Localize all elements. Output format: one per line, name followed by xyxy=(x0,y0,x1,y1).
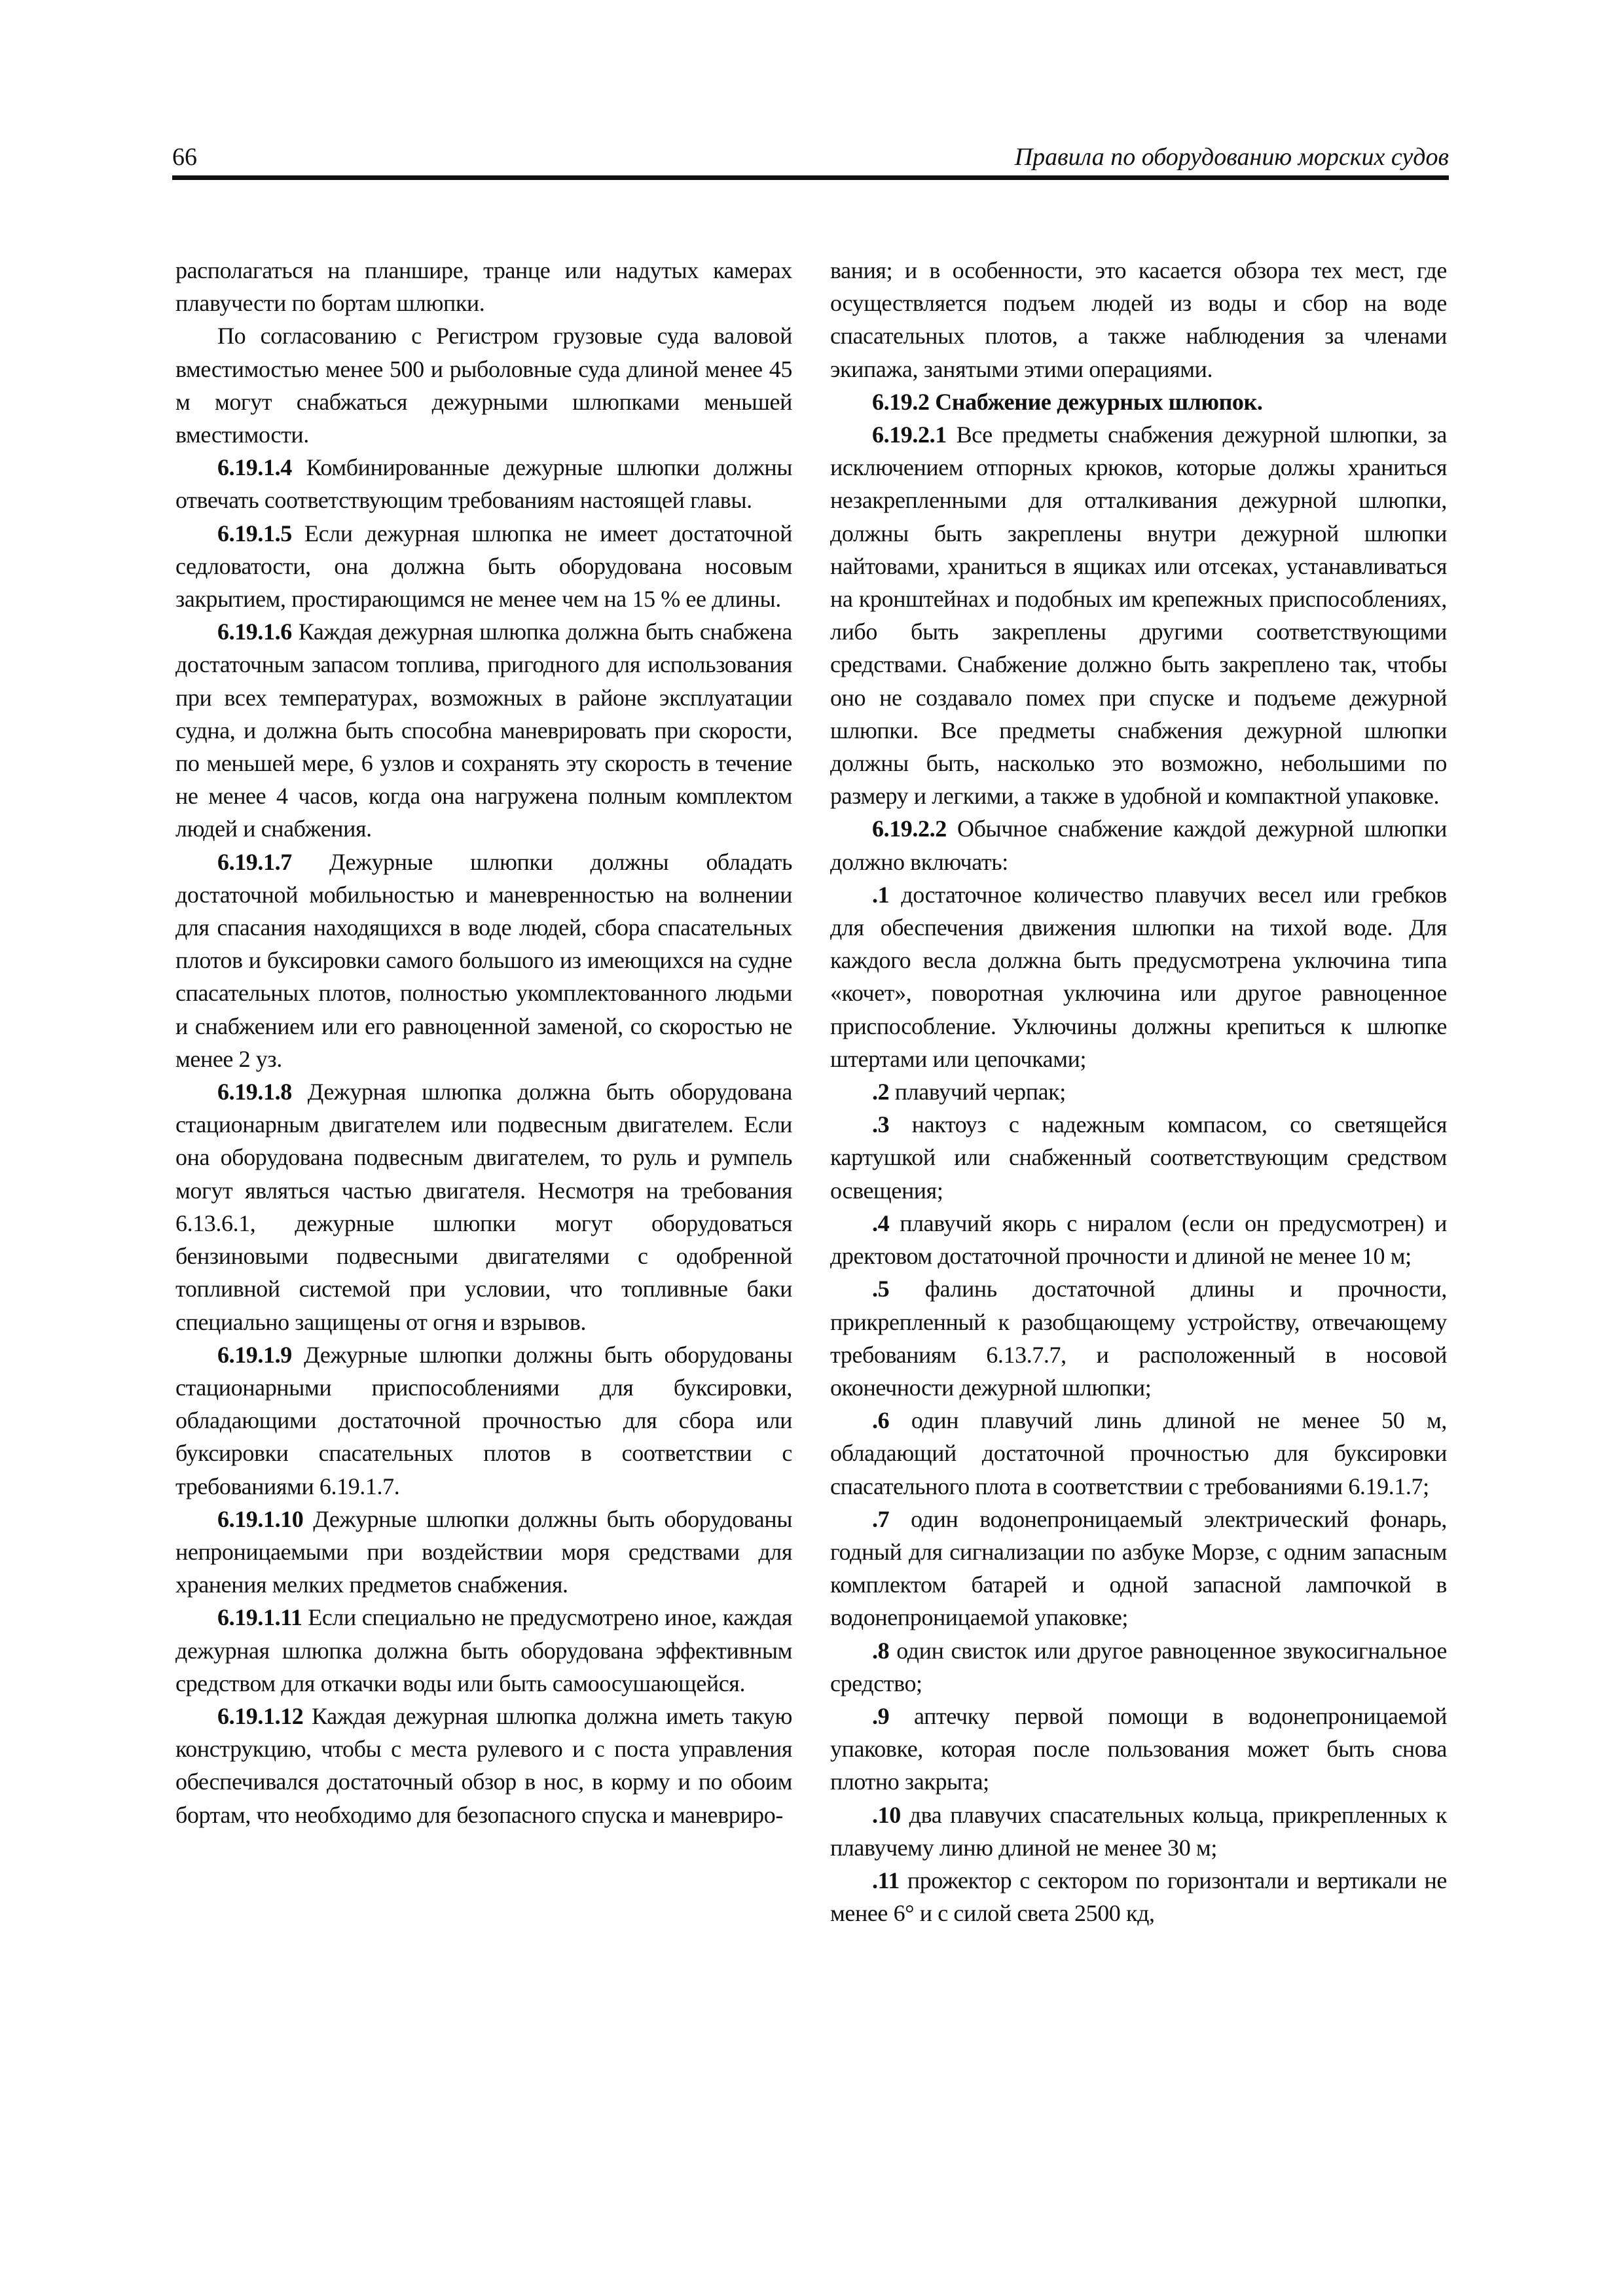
clause-number: 6.19.1.6 xyxy=(217,619,292,645)
paragraph xyxy=(175,1075,792,1338)
clause-number: 6.19.1.12 xyxy=(217,1702,304,1729)
clause-text: Если специально не предусмотрено иное, каждая дежурная шлюпка должна быть оборудована эффективным средством для откачки воды или быть самоосушающейся. xyxy=(175,1604,792,1696)
clause-number: 6.19.1.10 xyxy=(217,1505,304,1532)
clause-text: два плавучих спасательных кольца, прикрепленных к плавучему линю длиной не менее 30 м; xyxy=(830,1801,1447,1861)
running-title: Правила по оборудованию морских судов xyxy=(1014,143,1449,171)
clause-number: 6.19.1.8 xyxy=(217,1079,292,1105)
clause-number: .1 xyxy=(872,881,890,908)
paragraph xyxy=(830,1799,1447,1864)
clause-text: Каждая дежурная шлюпка должна иметь такую конструкцию, чтобы с места рулевого и с поста управления обеспечивался достаточный обзор в нос, в корму и по обоим бортам, что необходимо для безопасного спуска и маневриро- xyxy=(175,1702,792,1828)
clause-number: .5 xyxy=(872,1276,890,1302)
clause-text: Комбинированные дежурные шлюпки должны отвечать соответствующим требованиям настоящей главы. xyxy=(175,454,792,514)
header-rule xyxy=(172,175,1449,180)
clause-number: .11 xyxy=(872,1867,900,1893)
paragraph xyxy=(830,1272,1447,1404)
paragraph xyxy=(830,1700,1447,1799)
clause-text: достаточное количество плавучих весел или гребков для обеспечения движения шлюпки на тихой воде. Для каждого весла должна быть предусмотрена уключина типа «кочет», поворотная уключина или другое равноценное приспособление. Уключины должны крепиться к шлюпке штертами или цепочками; xyxy=(830,881,1447,1072)
clause-number: .2 xyxy=(872,1079,890,1105)
paragraph xyxy=(175,254,792,319)
clause-text: один плавучий линь длиной не менее 50 м, обладающий достаточной прочностью для буксировки спасательного плота в соответствии с требованиями 6.19.1.7; xyxy=(830,1407,1447,1499)
clause-number: 6.19.2.2 xyxy=(872,816,947,842)
clause-text: плавучий якорь с ниралом (если он предусмотрен) и дректовом достаточной прочности и длиной не менее 10 м; xyxy=(830,1210,1447,1270)
paragraph xyxy=(830,1207,1447,1272)
clause-text: один свисток или другое равноценное звукосигнальное средство; xyxy=(830,1637,1447,1696)
paragraph xyxy=(175,1338,792,1503)
left-column xyxy=(175,254,792,1831)
clause-text: фалинь достаточной длины и прочности, прикрепленный к разобщающему устройству, отвечающему требованиям 6.13.7.7, и расположенный в носовой оконечности дежурной шлюпки; xyxy=(830,1276,1447,1401)
clause-text: Дежурные шлюпки должны быть оборудованы непроницаемыми при воздействии моря средствами для хранения мелких предметов снабжения. xyxy=(175,1505,792,1598)
clause-text: Все предметы снабжения дежурной шлюпки, за исключением отпорных крюков, которые должы храниться незакрепленными для отталкивания дежурной шлюпки, должны быть закреплены внутри дежурной шлюпки найтовами, храниться в ящиках или отсеках, устанавливаться на кронштейнах и подобных им крепежных приспособлениях, либо быть закреплены другими соответствующими средствами. Снабжение должно быть закреплено так, чтобы оно не создавало помех при спуске и подъеме дежурной шлюпки. Все предметы снабжения дежурной шлюпки должны быть, насколько это возможно, небольшими по размеру и легкими, а также в удобной и компактной упаковке. xyxy=(830,422,1447,810)
clause-text: плавучий черпак; xyxy=(889,1079,1066,1105)
clause-number: .7 xyxy=(872,1505,890,1532)
paragraph xyxy=(830,1864,1447,1929)
clause-text: один водонепроницаемый электрический фонарь, годный для сигнализации по азбуке Морзе, с одним запасным комплектом батарей и одной запасной лампочкой в водонепроницаемой упаковке; xyxy=(830,1505,1447,1631)
paragraph xyxy=(830,254,1447,386)
paragraph xyxy=(175,1503,792,1602)
clause-number: 6.19.1.9 xyxy=(217,1341,292,1368)
clause-number: .8 xyxy=(872,1637,890,1664)
clause-number: .4 xyxy=(872,1210,890,1236)
page-header xyxy=(172,139,1449,178)
paragraph xyxy=(175,615,792,845)
clause-number: 6.19.1.4 xyxy=(217,454,292,481)
right-column xyxy=(830,254,1447,1929)
clause-text: Дежурные шлюпки должны обладать достаточной мобильностью и маневренностью на волнении для спасания находящихся в воде людей, сбора спасательных плотов и буксировки самого большого из имеющихся на судне спасательных плотов, полностью укомплектованного людьми и снабжением или его равноценной заменой, со скоростью не менее 2 уз. xyxy=(175,848,792,1072)
paragraph xyxy=(830,1075,1447,1108)
clause-number: .6 xyxy=(872,1407,890,1434)
clause-number: 6.19.2 Снабжение дежурных шлюпок. xyxy=(872,388,1263,415)
paragraph xyxy=(175,1700,792,1831)
paragraph xyxy=(830,1404,1447,1503)
paragraph xyxy=(175,319,792,451)
paragraph xyxy=(830,1634,1447,1700)
paragraph xyxy=(175,517,792,616)
clause-number: 6.19.2.1 xyxy=(872,422,947,448)
clause-text: аптечку первой помощи в водонепроницаемой упаковке, которая после пользования может быть снова плотно закрыта; xyxy=(830,1702,1447,1795)
paragraph xyxy=(830,418,1447,812)
clause-number: .9 xyxy=(872,1702,890,1729)
clause-text: Каждая дежурная шлюпка должна быть снабжена достаточным запасом топлива, пригодного для использования при всех температурах, возможных в районе эксплуатации судна, и должна быть способна маневрировать при скорости, по меньшей мере, 6 узлов и сохранять эту скорость в течение не менее 4 часов, когда она нагружена полным комплектом людей и снабжения. xyxy=(175,619,792,842)
clause-text: Обычное снабжение каждой дежурной шлюпки должно включать: xyxy=(830,816,1447,875)
clause-text: Дежурная шлюпка должна быть оборудована стационарным двигателем или подвесным двигателем. Если она оборудована подвесным двигателем, то руль и румпель могут являться частью двигателя. Несмотря на требования 6.13.6.1, дежурные шлюпки могут оборудоваться бензиновыми подвесными двигателями с одобренной топливной системой при условии, что топливные баки специально защищены от огня и взрывов. xyxy=(175,1079,792,1335)
clause-text: Если дежурная шлюпка не имеет достаточной седловатости, она должна быть оборудована носовым закрытием, простирающимся не менее чем на 15 % ее длины. xyxy=(175,520,792,613)
clause-number: .10 xyxy=(872,1801,901,1828)
clause-text: прожектор с сектором по горизонтали и вертикали не менее 6° и с силой света 2500 кд, xyxy=(830,1867,1447,1927)
paragraph xyxy=(830,1503,1447,1634)
paragraph xyxy=(175,846,792,1075)
paragraph xyxy=(830,386,1447,418)
clause-text: располагаться на планшире, транце или надутых камерах плавучести по бортам шлюпки. xyxy=(175,257,792,317)
paragraph xyxy=(830,812,1447,878)
clause-text: Дежурные шлюпки должны быть оборудованы стационарными приспособлениями для буксировки, обладающими достаточной прочностью для сбора или буксировки спасательных плотов в соответствии с требованиями 6.19.1.7. xyxy=(175,1341,792,1499)
clause-number: 6.19.1.11 xyxy=(217,1604,302,1631)
clause-text: вания; и в особенности, это касается обзора тех мест, где осуществляется подъем людей из воды и сбор на воде спасательных плотов, а также наблюдения за членами экипажа, занятыми этими операциями. xyxy=(830,257,1447,382)
clause-number: 6.19.1.5 xyxy=(217,520,292,547)
paragraph xyxy=(175,1601,792,1700)
clause-text: нактоуз с надежным компасом, со светящейся картушкой или снабженный соответствующим средством освещения; xyxy=(830,1111,1447,1204)
paragraph xyxy=(175,451,792,516)
clause-number: 6.19.1.7 xyxy=(217,848,292,875)
paragraph xyxy=(830,1108,1447,1207)
clause-number: .3 xyxy=(872,1111,890,1138)
paragraph xyxy=(830,878,1447,1075)
page-number: 66 xyxy=(172,143,197,171)
clause-text: По согласованию с Регистром грузовые суда валовой вместимостью менее 500 и рыболовные суда длиной менее 45 м могут снабжаться дежурными шлюпками меньшей вместимости. xyxy=(175,323,792,448)
